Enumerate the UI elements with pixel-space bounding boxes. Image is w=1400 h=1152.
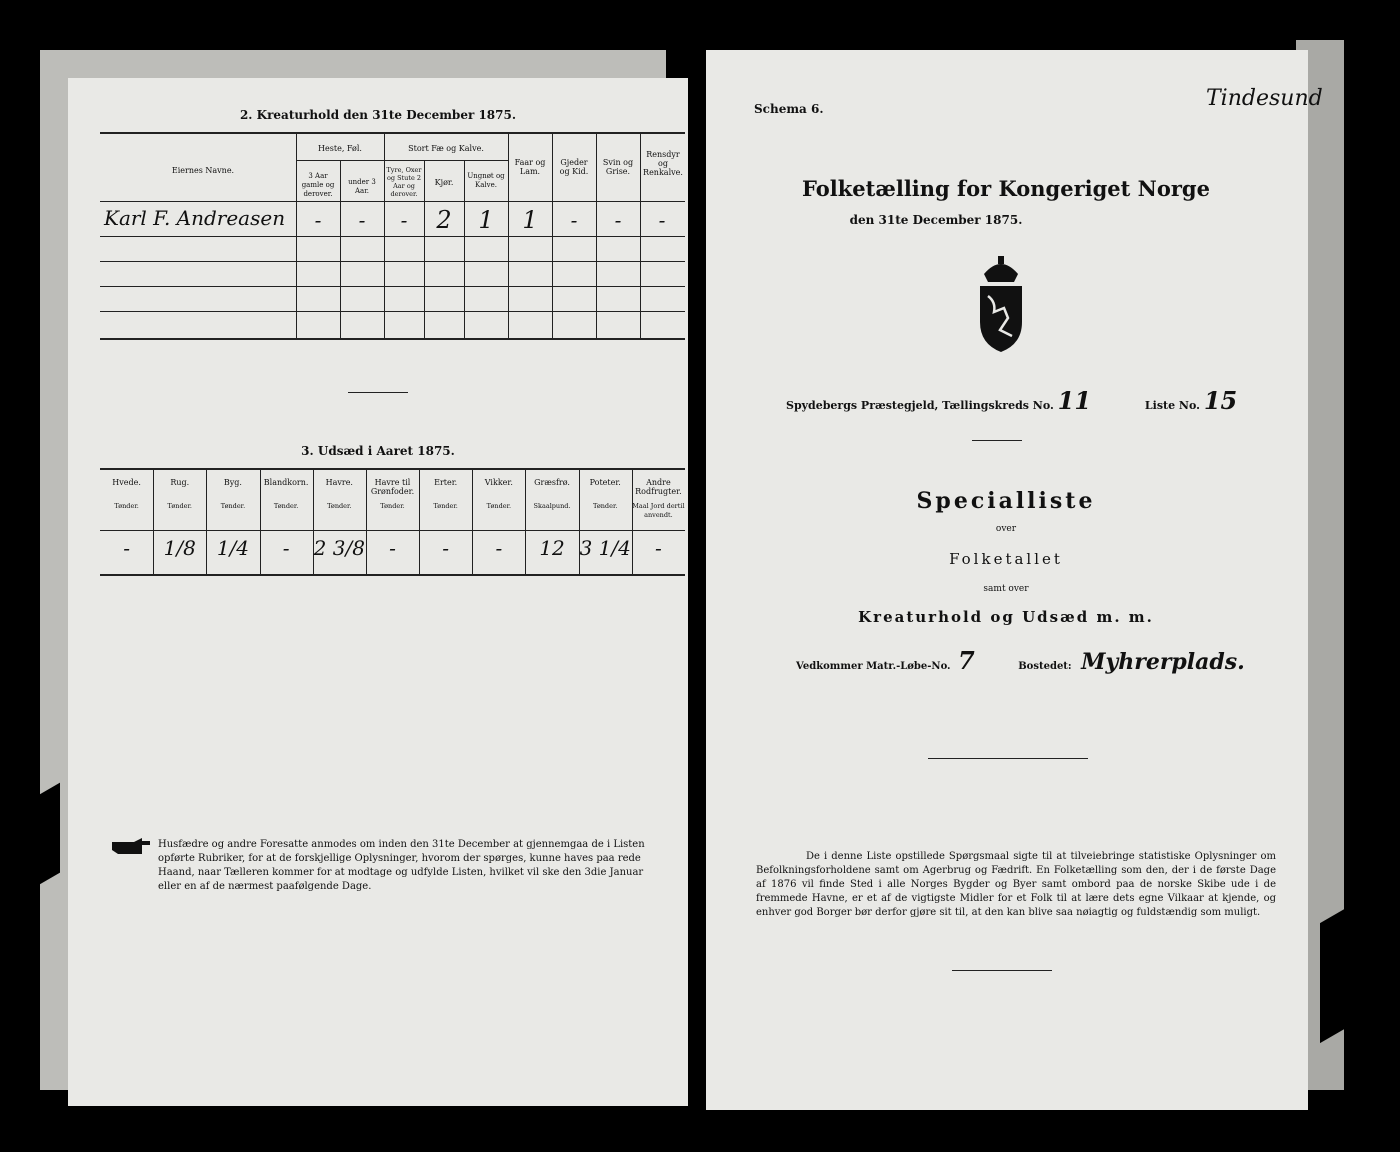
udsaed-value: - [123, 536, 130, 560]
udsaed-header: Blandkorn. [263, 478, 309, 487]
header-horse-b: under 3 Aar. [348, 178, 376, 195]
hand-pointer-icon [112, 838, 150, 854]
schema-label: Schema 6. [754, 102, 824, 116]
cell-horse-a: - [314, 208, 322, 232]
udsaed-header: Havre til Grønfoder. [370, 478, 415, 496]
udsaed-header: Havre. [325, 478, 353, 487]
udsaed-header: Andre Rodfrugter. [635, 478, 682, 496]
main-title: Folketælling for Kongeriget Norge [802, 176, 1210, 201]
udsaed-header: Græsfrø. [534, 478, 570, 487]
list-number: 15 [1203, 386, 1238, 415]
cell-cattle-a: - [400, 208, 408, 232]
cell-goats: - [570, 208, 578, 232]
cell-reindeer: - [658, 208, 666, 232]
parish-label: Spydebergs Præstegjeld, Tællingskreds No. [786, 399, 1054, 412]
header-horse-a: 3 Aar gamle og derover. [301, 172, 335, 198]
cell-cattle-c: 1 [478, 206, 494, 234]
divider-right-3 [952, 970, 1052, 971]
udsaed-value: 3 1/4 [579, 536, 631, 560]
udsaed-header: Vikker. [484, 478, 513, 487]
udsaed-value: 12 [539, 536, 565, 560]
udsaed-value: - [282, 536, 290, 560]
right-page [706, 50, 1323, 1110]
matr-number: 7 [958, 646, 975, 675]
udsaed-value: - [495, 536, 503, 560]
udsaed-unit: Tønder. [327, 502, 352, 510]
kreaturhold-title: Kreaturhold og Udsæd m. m. [858, 608, 1154, 626]
cell-cattle-b: 2 [436, 206, 452, 234]
udsaed-value: - [442, 536, 450, 560]
udsaed-value: 1/4 [216, 536, 250, 560]
udsaed-unit: Tønder. [380, 502, 405, 510]
list-label: Liste No. [1144, 399, 1200, 412]
udsaed-unit: Tønder. [486, 502, 512, 510]
udsaed-unit: Tønder. [114, 502, 139, 510]
cell-sheep: 1 [522, 206, 538, 234]
bostedet-label: Bostedet: [1018, 661, 1072, 672]
notice-text: Husfædre og andre Foresatte anmodes om inden den 31te December at gjennemgaa de i Listen opførte Rubriker, for at de forskjellige Oplysninger, hvorom der spørges, kunne haves paa rede Haand, naar Tælleren kommer for at modtage og udfylde Listen, hvilket vil ske den 3die Januar eller en af de nærmest paafølgende Dage. [158, 839, 645, 892]
coat-of-arms-icon [974, 252, 1028, 356]
header-cattle-c: Ungnøt og Kalve. [467, 172, 505, 189]
udsaed-unit: Tønder. [593, 502, 618, 510]
udsaed-value: 1/8 [163, 536, 196, 560]
udsaed-value: 2 3/8 [313, 536, 365, 560]
matr-line [796, 646, 1296, 675]
samt-over-label: samt over [983, 584, 1029, 594]
udsaed-unit: Tønder. [433, 502, 458, 510]
udsaed-header: Byg. [223, 478, 242, 487]
udsaed-header: Erter. [434, 478, 458, 487]
bostedet-value: Myhrerplads. [1081, 649, 1245, 675]
udsaed-value: - [389, 536, 396, 560]
header-sheep: Faar og Lam. [514, 158, 546, 176]
udsaed-unit: Skaalpund. [533, 502, 571, 510]
header-reindeer: Rensdyr og Renkalve. [643, 150, 683, 177]
main-date: den 31te December 1875. [849, 213, 1023, 227]
udsaed-header: Hvede. [112, 478, 141, 487]
divider-right-2 [928, 758, 1088, 759]
header-cattle-b: Kjør. [434, 178, 454, 187]
header-cattle: Stort Fæ og Kalve. [408, 144, 484, 153]
matr-label: Vedkommer Matr.-Løbe-No. [796, 661, 951, 672]
corner-handwriting: Tindesund [1206, 86, 1323, 111]
parish-line [786, 386, 1286, 415]
specialliste-title: Specialliste [916, 488, 1096, 514]
udsaed-unit: Maal Jord dertil anvendt. [632, 502, 685, 519]
header-cattle-a: Tyre, Oxer og Stute 2 Aar og derover. [386, 166, 422, 198]
section3-title: 3. Udsæd i Aaret 1875. [301, 444, 455, 458]
udsaed-unit: Tønder. [273, 502, 299, 510]
parish-number: 11 [1057, 386, 1092, 415]
owner-name: Karl F. Andreasen [104, 206, 286, 230]
header-pigs: Svin og Grise. [602, 158, 634, 176]
divider [348, 392, 408, 393]
udsaed-unit: Tønder. [167, 502, 192, 510]
left-page [68, 78, 688, 1106]
udsaed-header: Poteter. [589, 478, 621, 487]
over-label: over [995, 524, 1017, 534]
divider-right [972, 440, 1022, 441]
udsaed-header: Rug. [170, 478, 190, 487]
header-horses: Heste, Føl. [318, 144, 362, 153]
explanation-paragraph: De i denne Liste opstillede Spørgsmaal sigte til at tilveiebringe statistiske Oplysninger om Befolkningsforholdene samt om Agerbrug og Fædrift. En Folketælling som den, der i de første Dage af 1876 vil finde Sted i alle Norges Bygder og Byer samt ombord paa de norske Skibe ude i de fremmede Havne, er et af de vigtigste Midler for et Folk til at lære dets egne Vilkaar at kjende, og enhver god Borger bør derfor gjøre sit til, at den kan blive saa nøiagtig og fuldstændig som muligt. [756, 851, 1276, 918]
section2-title: 2. Kreaturhold den 31te December 1875. [239, 108, 517, 122]
cell-pigs: - [614, 208, 622, 232]
header-owner: Eiernes Navne. [171, 166, 235, 175]
udsaed-value: - [655, 536, 662, 560]
folketallet-title: Folketallet [949, 550, 1063, 568]
header-goats: Gjeder og Kid. [559, 158, 589, 176]
udsaed-unit: Tønder. [220, 502, 246, 510]
cell-horse-b: - [358, 208, 366, 232]
